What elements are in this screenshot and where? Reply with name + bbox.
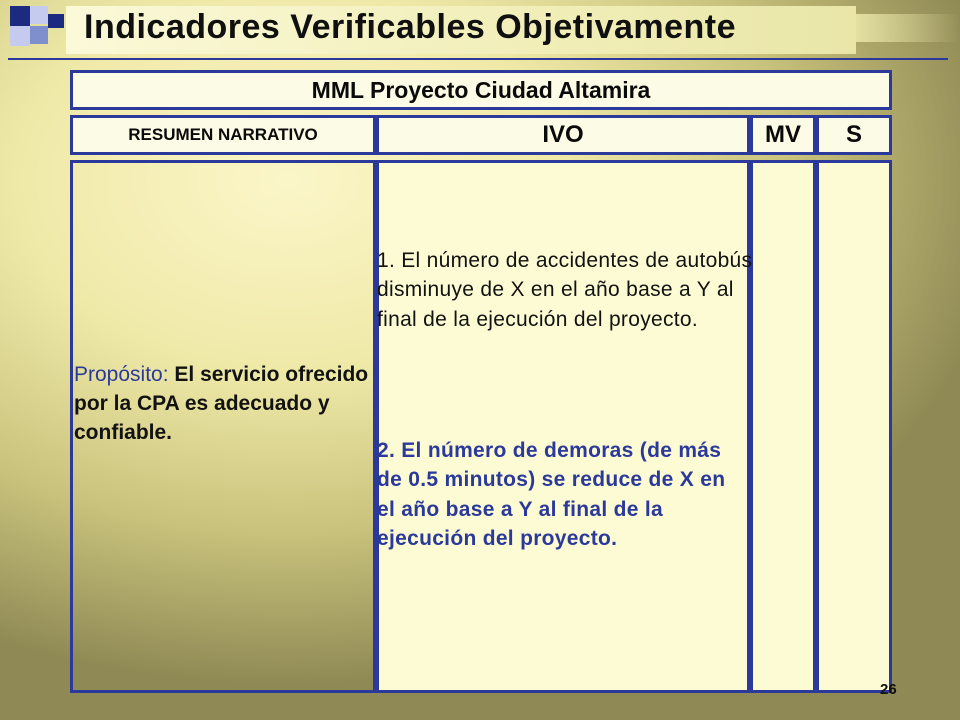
indicator-1: 1. El número de accidentes de autobús disminuye de X en el año base a Y al final de la ejecución del proyecto. [377,249,753,331]
matrix-header: MML Proyecto Ciudad Altamira [70,70,892,110]
decor-square-navy-2 [48,14,64,28]
decor-square-light-2 [30,6,48,24]
page-number: 26 [880,681,897,698]
column-header-ivo: IVO [376,115,750,155]
purpose-label: Propósito: [74,363,169,386]
title-underline [8,58,948,60]
purpose-statement [74,360,380,448]
column-header-s: S [816,115,892,155]
column-body-ivo [376,160,750,693]
decor-square-blue-1 [30,26,48,44]
column-header-mv: MV [750,115,816,155]
indicator-2: 2. El número de demoras (de más de 0.5 minutos) se reduce de X en el año base a Y al final de la ejecución del proyecto. [377,439,726,551]
decor-square-light-1 [10,26,30,46]
decor-square-navy-1 [10,6,30,26]
slide-title: Indicadores Verificables Objetivamente [84,8,737,46]
column-body-mv [750,160,816,693]
column-body-s [816,160,892,693]
purpose-text: El servicio ofrecido por la CPA es adecuado y confiable. [74,363,369,445]
title-band-fade [856,14,960,42]
column-header-resumen: RESUMEN NARRATIVO [70,115,376,155]
